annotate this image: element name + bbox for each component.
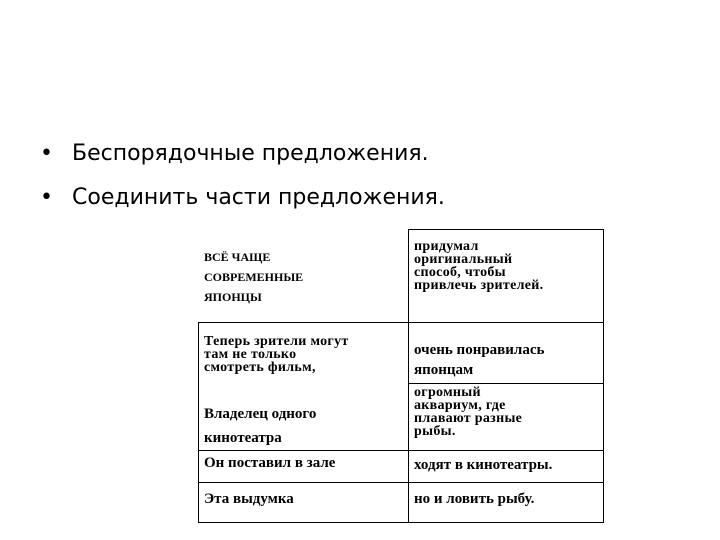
bullet-item-1 bbox=[40, 132, 445, 176]
table-cell-right-3 bbox=[414, 386, 522, 438]
table-border-divider-2 bbox=[408, 383, 604, 384]
table-border-divider-3 bbox=[198, 450, 604, 451]
cell-line: ходят в кинотеатры. bbox=[414, 457, 553, 473]
cell-line: аквариум, где bbox=[414, 398, 506, 413]
cell-line: огромный bbox=[414, 385, 481, 400]
table-border-right bbox=[603, 229, 604, 523]
cell-line: но и ловить рыбу. bbox=[414, 491, 535, 507]
table-border-top bbox=[408, 229, 604, 230]
cell-line: Теперь зрители могут bbox=[204, 334, 349, 349]
bullet-dot-icon: • bbox=[40, 185, 53, 210]
cell-line: рыбы. bbox=[414, 424, 456, 439]
cell-line: очень понравилась bbox=[414, 342, 545, 358]
cell-line: там не только bbox=[204, 347, 297, 362]
bullet-dot-icon: • bbox=[40, 141, 53, 166]
cell-line: кинотеатра bbox=[204, 430, 282, 446]
cell-line: японцам bbox=[414, 362, 474, 378]
cell-line: придумал bbox=[414, 239, 479, 254]
table-cell-right-1 bbox=[414, 240, 543, 292]
bullet-list bbox=[40, 132, 445, 220]
table-border-divider-1 bbox=[198, 322, 604, 323]
sentence-parts-table bbox=[198, 229, 604, 523]
bullet-text: Беспорядочные предложения. bbox=[72, 141, 429, 166]
cell-line: способ, чтобы bbox=[414, 265, 506, 280]
cell-line: плавают разные bbox=[414, 411, 523, 426]
cell-line: Он поставил в зале bbox=[204, 455, 336, 471]
table-border-bottom bbox=[198, 522, 604, 523]
cell-line: ЯПОНЦЫ bbox=[204, 290, 262, 304]
table-cell-left-2 bbox=[204, 335, 349, 374]
table-border-divider-4 bbox=[198, 482, 604, 483]
cell-line: оригинальный bbox=[414, 252, 513, 267]
cell-line: привлечь зрителей. bbox=[414, 278, 544, 293]
table-cell-left-4 bbox=[204, 453, 335, 473]
table-cell-right-5 bbox=[414, 489, 534, 509]
table-cell-right-2 bbox=[414, 340, 544, 380]
table-cell-left-1 bbox=[204, 247, 303, 307]
cell-line: Эта выдумка bbox=[204, 491, 294, 507]
table-border-left bbox=[198, 322, 199, 523]
cell-line: ВСЁ ЧАЩЕ bbox=[204, 250, 271, 264]
table-cell-left-5 bbox=[204, 489, 294, 509]
table-cell-right-4 bbox=[414, 455, 552, 475]
table-cell-left-3 bbox=[204, 402, 316, 450]
cell-line: Владелец одного bbox=[204, 406, 317, 422]
bullet-text: Соединить части предложения. bbox=[72, 185, 445, 210]
cell-line: смотреть фильм, bbox=[204, 360, 316, 375]
bullet-item-2 bbox=[40, 176, 445, 220]
table-border-middle bbox=[408, 229, 409, 523]
cell-line: СОВРЕМЕННЫЕ bbox=[204, 270, 304, 284]
